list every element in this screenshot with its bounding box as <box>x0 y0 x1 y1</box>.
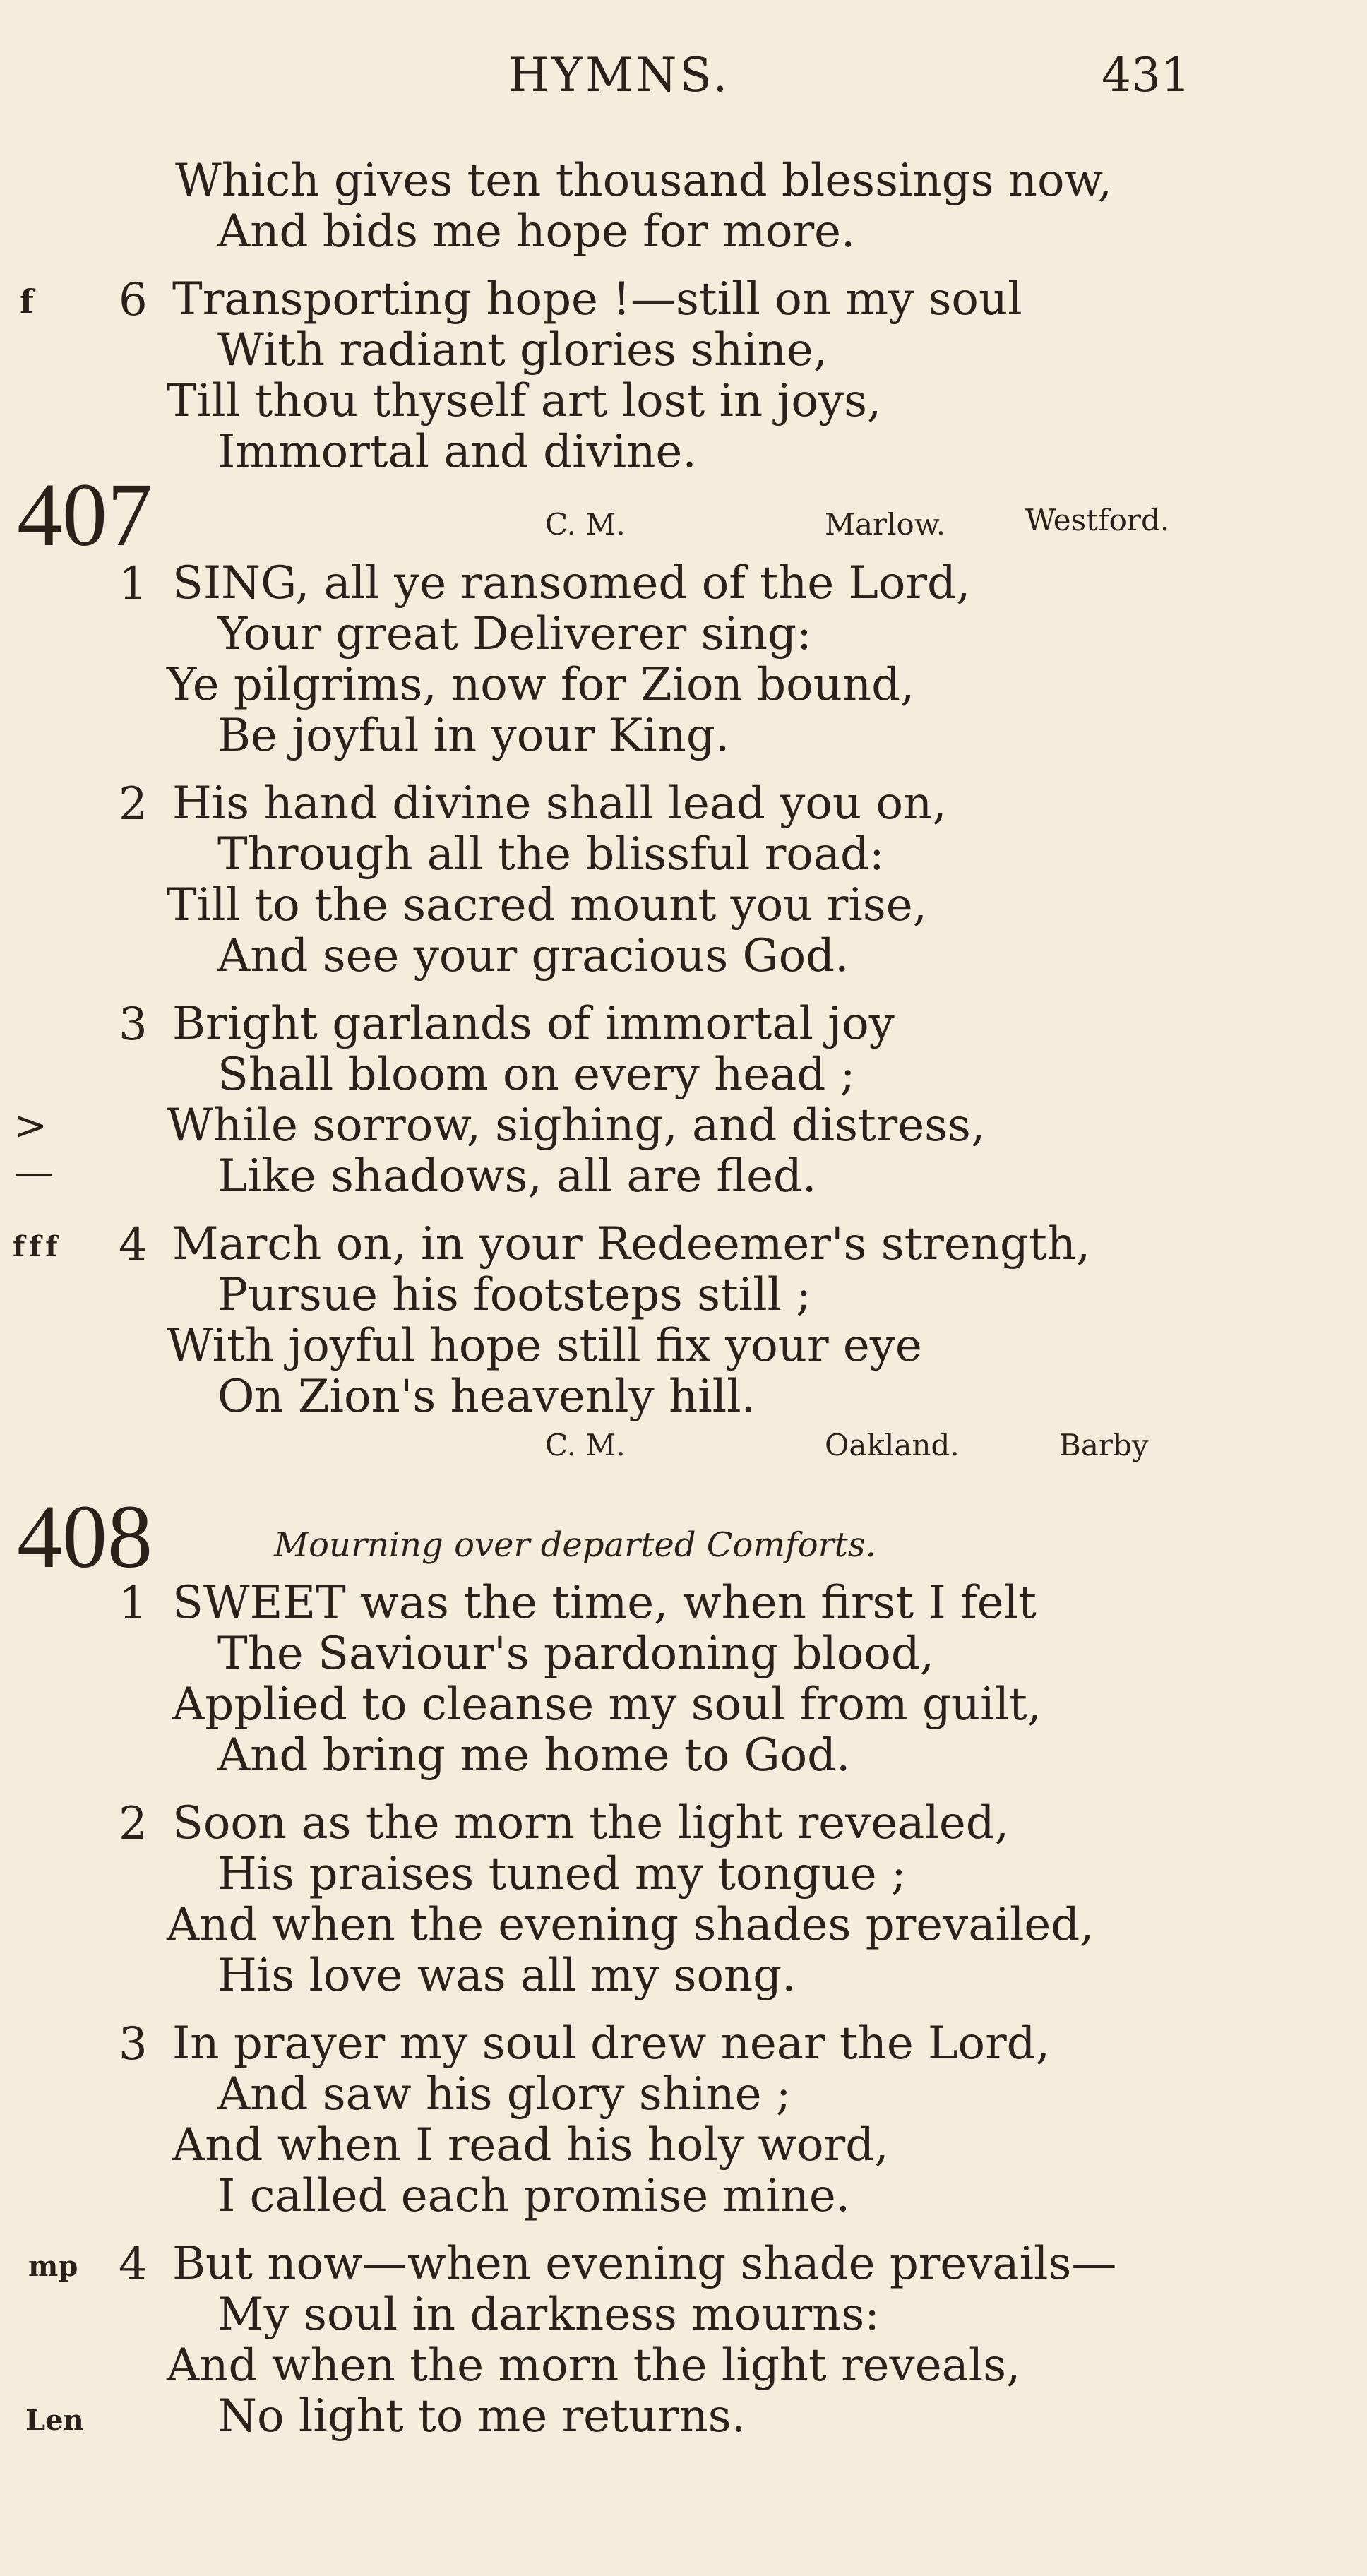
verse-number: 3 <box>119 998 148 1051</box>
accent-mark: > <box>14 1103 47 1149</box>
hymn-number: 407 <box>17 465 153 565</box>
verse-line: Bright garlands of immortal joy <box>172 998 895 1050</box>
page-number: 431 <box>1102 48 1190 102</box>
verse-line: Applied to cleanse my soul from guilt, <box>172 1678 1042 1731</box>
verse-number: 4 <box>119 1219 148 1271</box>
hymn-meter: C. M. <box>545 507 626 542</box>
verse-line: And when the evening shades prevailed, <box>167 1899 1094 1951</box>
verse-line: Like shadows, all are fled. <box>217 1150 817 1203</box>
verse-line: Be joyful in your King. <box>217 710 730 762</box>
tune-name: Barby <box>1059 1428 1149 1462</box>
hymn-subtitle: Mourning over departed Comforts. <box>274 1525 876 1565</box>
verse-line: SING, all ye ransomed of the Lord, <box>172 557 971 609</box>
verse-line: And bids me hope for more. <box>217 205 856 258</box>
verse-line: Transporting hope !—still on my soul <box>172 273 1022 326</box>
verse-number: 2 <box>119 778 148 830</box>
dynamic-mark: mp <box>28 2250 78 2283</box>
hymn-number: 408 <box>17 1486 153 1587</box>
verse-line: His love was all my song. <box>217 1950 796 2002</box>
verse-line: And when the morn the light reveals, <box>167 2339 1021 2392</box>
verse-line: Ye pilgrims, now for Zion bound, <box>167 659 915 711</box>
verse-line: While sorrow, sighing, and distress, <box>167 1099 986 1152</box>
verse-line: On Zion's heavenly hill. <box>217 1371 756 1423</box>
dynamic-mark: f f f <box>13 1230 55 1263</box>
tune-name: Oakland. <box>825 1428 960 1462</box>
verse-line: No light to me returns. <box>217 2390 746 2443</box>
verse-line: Pursue his footsteps still ; <box>217 1269 811 1321</box>
verse-line: With radiant glories shine, <box>217 324 828 376</box>
verse-line: And see your gracious God. <box>217 930 849 982</box>
verse-line: March on, in your Redeemer's strength, <box>172 1218 1091 1270</box>
tune-name: Marlow. <box>825 507 946 542</box>
verse-line: But now—when evening shade prevails— <box>172 2238 1117 2290</box>
tune-name: Westford. <box>1025 503 1170 537</box>
verse-line: Immortal and divine. <box>217 426 697 478</box>
verse-line: Till thou thyself art lost in joys, <box>167 375 882 427</box>
verse-number: 3 <box>119 2018 148 2070</box>
verse-line: The Saviour's pardoning blood, <box>217 1628 935 1680</box>
verse-number: 1 <box>119 1578 148 1630</box>
verse-line: Soon as the morn the light revealed, <box>172 1797 1009 1849</box>
verse-number: 6 <box>119 274 148 326</box>
verse-line: I called each promise mine. <box>217 2170 851 2222</box>
verse-line: In prayer my soul drew near the Lord, <box>172 2017 1050 2070</box>
dynamic-mark: f <box>20 282 34 321</box>
running-title: HYMNS. <box>508 48 731 102</box>
verse-line: And bring me home to God. <box>217 1729 851 1782</box>
verse-line: Through all the blissful road: <box>217 828 885 881</box>
verse-number: 1 <box>119 558 148 610</box>
verse-line: His hand divine shall lead you on, <box>172 777 947 830</box>
verse-line: And saw his glory shine ; <box>217 2068 792 2121</box>
dash-mark: — <box>14 1150 54 1195</box>
verse-line: My soul in darkness mourns: <box>217 2289 880 2341</box>
verse-line: Your great Deliverer sing: <box>217 608 812 660</box>
hymn-meter: C. M. <box>545 1428 626 1462</box>
verse-number: 2 <box>119 1798 148 1850</box>
verse-line: Shall bloom on every head ; <box>217 1049 856 1101</box>
tempo-mark: Len <box>25 2404 84 2437</box>
verse-line: Which gives ten thousand blessings now, <box>175 155 1113 207</box>
verse-line: And when I read his holy word, <box>172 2119 889 2171</box>
verse-line: Till to the sacred mount you rise, <box>167 879 927 931</box>
verse-line: With joyful hope still fix your eye <box>167 1320 922 1372</box>
verse-line: SWEET was the time, when first I felt <box>172 1577 1037 1629</box>
verse-line: His praises tuned my tongue ; <box>217 1848 907 1900</box>
verse-number: 4 <box>119 2238 148 2291</box>
